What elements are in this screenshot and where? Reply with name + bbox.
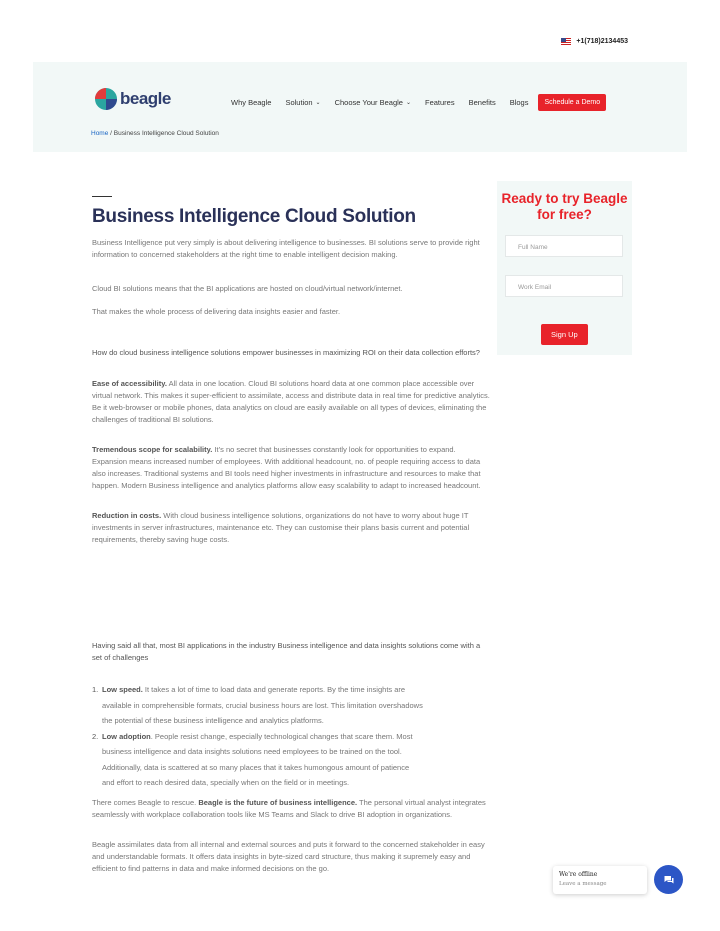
breadcrumb: [91, 130, 219, 137]
rescue-text: The personal virtual analyst integrates seamlessly with workplace collaboration tools like MS Teams and Slack to drive BI adoption in organizations.: [92, 798, 486, 819]
list-number: 1.: [92, 685, 99, 694]
insights-paragraph: That makes the whole process of delivering data insights easier and faster.: [92, 307, 341, 316]
page-title: Business Intelligence Cloud Solution: [92, 206, 416, 227]
logo-text: beagle: [120, 89, 171, 108]
rescue-text: There comes Beagle to rescue.: [92, 798, 199, 807]
rescue-highlight: Beagle is the future of business intelligence.: [198, 798, 358, 807]
benefit-title: Tremendous scope for scalability.: [92, 445, 213, 454]
nav-label: Choose Your Beagle: [334, 98, 403, 107]
nav-features[interactable]: [425, 98, 455, 107]
beagle-logo-icon: [95, 88, 117, 110]
site-header: [33, 62, 687, 152]
roi-question: How do cloud business intelligence solutions empower businesses in maximizing ROI on their data collection efforts?: [92, 348, 480, 357]
nav-label: Solution: [285, 98, 313, 107]
nav-label: Why Beagle: [231, 98, 272, 107]
list-item-body: [102, 682, 423, 729]
rescue-paragraph: [92, 797, 492, 821]
title-divider: [92, 196, 112, 197]
form-title: Ready to try Beagle for free?: [501, 191, 628, 222]
benefit-title: Reduction in costs.: [92, 511, 162, 520]
challenges-list: [92, 682, 492, 791]
benefit-text: All data in one location. Cloud BI solutions hoard data at one common place accessible over virtual network. This makes it super-efficient to assimilate, access and distribute data in real time for predictive analytics. Be it web-browser or mobile phones, data analytics on cloud are easily available on all types of devices, eliminating the challenges of traditional BI solutions.: [92, 379, 490, 424]
chat-open-button[interactable]: [654, 865, 683, 894]
list-item: [92, 729, 492, 791]
list-line: available in comprehensible formats, crucial business hours are lost. This limitation overshadows: [102, 700, 423, 710]
benefit-text: It’s no secret that businesses constantly look for opportunities to expand. Expansion means increased number of employees. With additional headcount, no. of people requiring access to data also increases. Traditional systems and BI tools need higher investments in infrastructure and resources to make that happen. Modern Business intelligence and analytics platforms allow easy scalability to adapt to increased headcount.: [92, 445, 481, 490]
list-item-body: [102, 729, 413, 791]
schedule-demo-button[interactable]: Schedule a Demo: [538, 94, 606, 111]
nav-benefits[interactable]: [469, 98, 496, 107]
challenges-intro: Having said all that, most BI applications in the industry Business intelligence and data insights solutions come with a set of challenges: [92, 641, 481, 662]
benefit-scalability: [92, 444, 492, 492]
nav-solution[interactable]: [285, 98, 320, 107]
logo[interactable]: [95, 88, 171, 110]
nav-blogs[interactable]: [510, 98, 529, 107]
chat-icon: [663, 874, 675, 886]
work-email-field[interactable]: Work Email: [505, 275, 623, 297]
chat-widget[interactable]: [553, 866, 647, 894]
list-line: Additionally, data is scattered at so many places that it takes humongous amount of patience: [102, 762, 410, 772]
benefit-accessibility: [92, 378, 492, 426]
main-nav: [231, 94, 606, 111]
chat-subtitle: Leave a message: [559, 881, 607, 887]
list-line: and effort to reach desired data, specially when on the field or in meetings.: [102, 778, 350, 787]
chevron-down-icon: ⌄: [315, 100, 321, 106]
signup-form: [497, 181, 632, 355]
assimilates-paragraph: Beagle assimilates data from all internal and external sources and puts it forward to the concerned stakeholder in easy and understandable formats. It offers data insights in byte-sized card structure, thus making it supremely easy and efficient to find patterns in data and make informed decisions on the go.: [92, 840, 485, 873]
list-item: [92, 682, 492, 729]
nav-label: Benefits: [468, 98, 496, 107]
intro-paragraph: Business Intelligence put very simply is about delivering intelligence to businesses. BI solutions serve to provide right information to concerned stakeholders at the right time to enable intelligent decision making.: [92, 238, 480, 259]
list-line: the potential of these business intelligence and analytics platforms.: [102, 716, 324, 725]
nav-label: Features: [425, 98, 455, 107]
nav-why-beagle[interactable]: [231, 98, 271, 107]
nav-label: Blogs: [509, 98, 529, 107]
list-line: business intelligence and data insights solutions need employees to be trained on the tool.: [102, 747, 402, 756]
breadcrumb-current: / Business Intelligence Cloud Solution: [108, 130, 219, 137]
list-line: It takes a lot of time to load data and generate reports. By the time insights are: [142, 685, 406, 694]
sign-up-button[interactable]: Sign Up: [541, 324, 588, 345]
phone-number[interactable]: +1(718)2134453: [576, 38, 628, 45]
benefit-title: Ease of accessibility.: [92, 379, 167, 388]
list-number: 2.: [92, 731, 99, 741]
breadcrumb-home-link[interactable]: Home: [91, 130, 109, 137]
benefit-costs: [92, 510, 492, 546]
contact-bar: [561, 38, 628, 45]
us-flag-icon: [561, 38, 571, 45]
nav-choose-your-beagle[interactable]: [335, 98, 411, 107]
chat-status: We're offline: [559, 871, 598, 878]
list-item-title: Low speed.: [102, 685, 143, 694]
list-line: . People resist change, especially technological changes that scare them. Most: [150, 731, 413, 741]
list-item-title: Low adoption: [102, 731, 151, 741]
benefit-text: With cloud business intelligence solutions, organizations do not have to worry about huge IT investments in server infrastructures, maintenance etc. They can customise their plans basis current and potential requirements, thereby saving huge costs.: [92, 511, 470, 544]
cloud-bi-paragraph: Cloud BI solutions means that the BI applications are hosted on cloud/virtual network/internet.: [92, 284, 403, 293]
full-name-field[interactable]: Full Name: [505, 235, 623, 257]
chevron-down-icon: ⌄: [405, 100, 411, 106]
